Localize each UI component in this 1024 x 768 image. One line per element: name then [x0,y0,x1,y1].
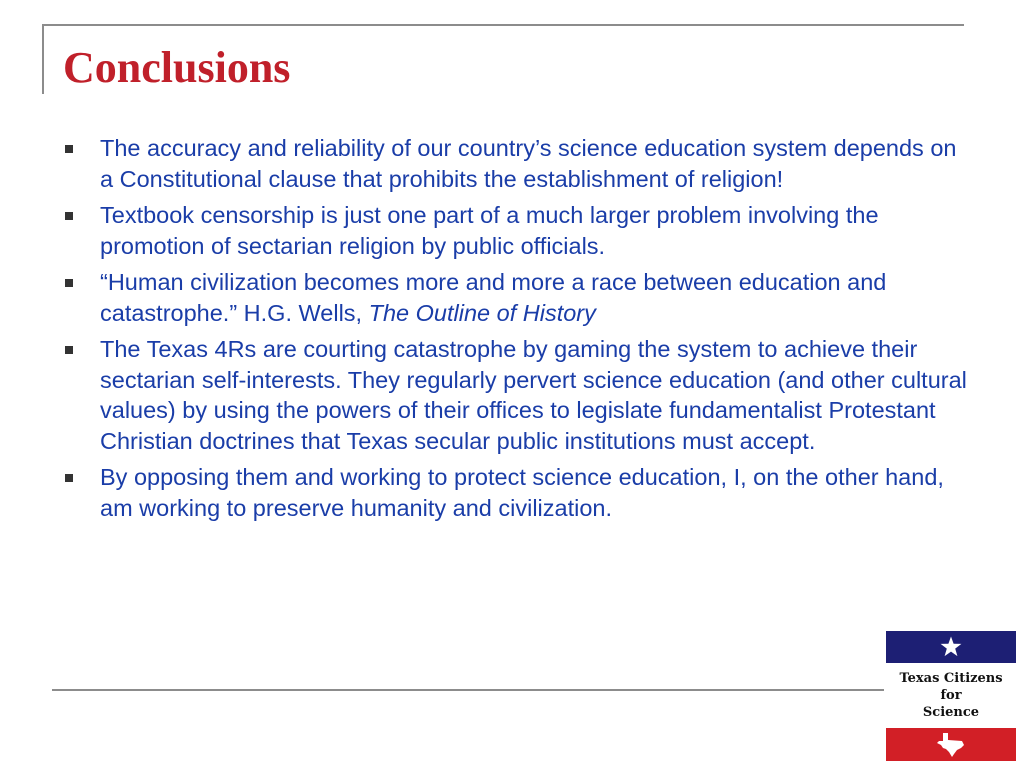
logo-blue-band [886,631,1016,663]
bullet-item [63,133,968,194]
frame-left-rule [42,24,44,94]
square-bullet-icon [65,346,73,354]
logo-red-band [886,728,1016,761]
square-bullet-icon [65,212,73,220]
bullet-item [63,200,968,261]
frame-top-rule [42,24,964,26]
texas-map-icon [935,732,967,758]
square-bullet-icon [65,279,73,287]
logo-text-line1: Texas Citizens [899,671,1003,686]
bullet-text: The accuracy and reliability of our country’s science education system depends on a Constitutional clause that prohibits the establishment of religion! [100,135,957,192]
bullet-item [63,462,968,523]
bullet-item [63,267,968,328]
logo-text-block [886,663,1016,728]
bullet-item [63,334,968,456]
book-title: The Outline of History [368,299,596,326]
square-bullet-icon [65,145,73,153]
texas-citizens-for-science-logo [886,631,1016,761]
logo-text-line2: for [940,688,962,703]
bullet-text: “Human civilization becomes more and more a race between education and catastrophe.” H.G. Wells, [100,269,887,326]
bullet-text: Textbook censorship is just one part of a much larger problem involving the promotion of sectarian religion by public officials. [100,202,879,259]
square-bullet-icon [65,474,73,482]
bullet-text: By opposing them and working to protect science education, I, on the other hand, am working to preserve humanity and civilization. [100,464,944,521]
footer-rule [52,689,884,691]
slide-title: Conclusions [63,43,291,92]
bullet-text: The Texas 4Rs are courting catastrophe by gaming the system to achieve their sectarian self-interests. They regularly pervert science education (and other cultural values) by using the powers of their offices to legislate fundamentalist Protestant Christian doctrines that Texas secular public institutions must accept. [100,336,967,454]
logo-text-line3: Science [922,705,980,720]
bullet-list [63,133,968,529]
star-icon [939,635,963,659]
